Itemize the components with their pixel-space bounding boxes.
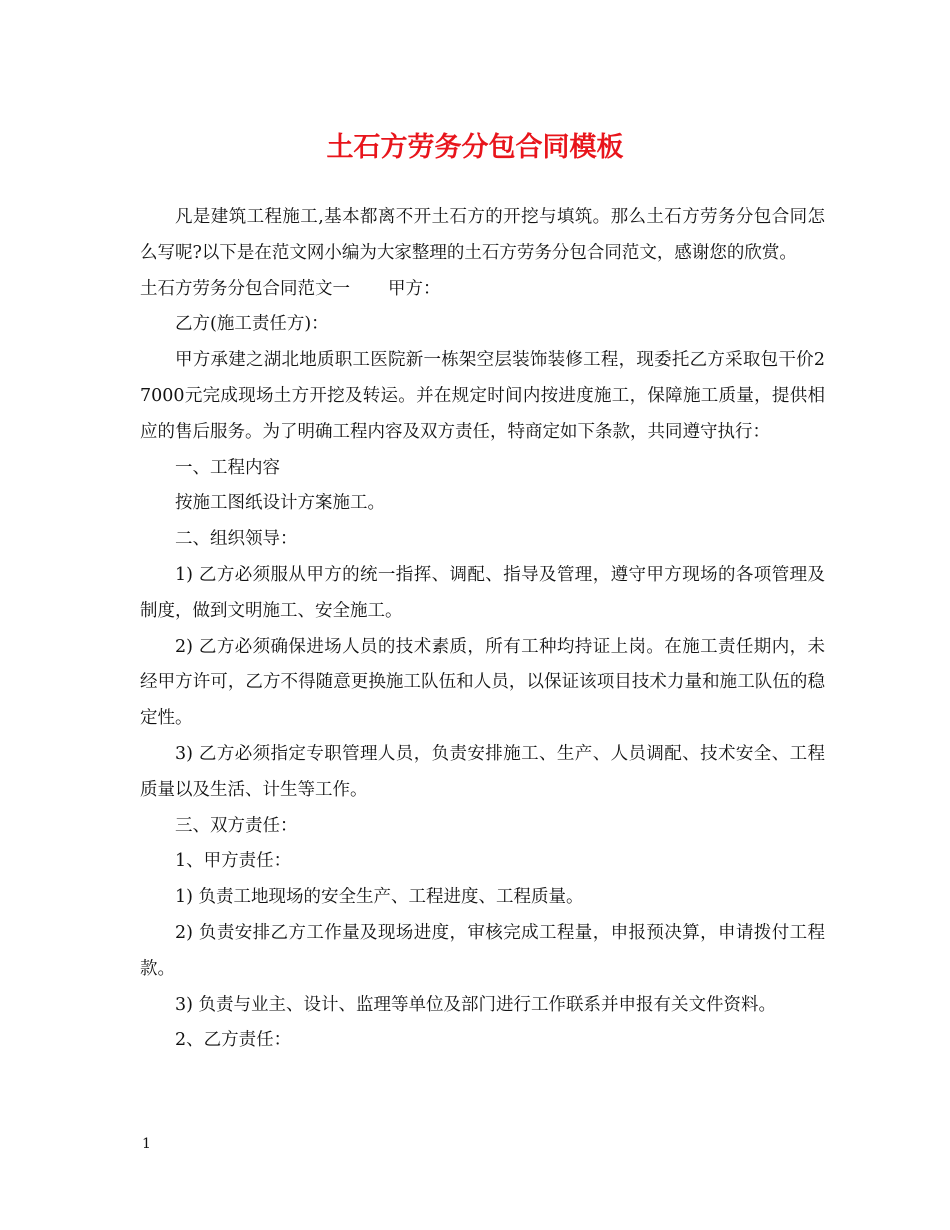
party-b-responsibility-heading: 2、乙方责任： xyxy=(175,1030,292,1051)
work-content-text: 按施工图纸设计方案施工。 xyxy=(175,493,385,514)
page-number: 1 xyxy=(142,1136,151,1152)
section-heading-organization: 二、组织领导： xyxy=(175,529,298,550)
sample-line xyxy=(140,272,825,308)
preamble-paragraph: 甲方承建之湖北地质职工医院新一栋架空层装饰装修工程，现委托乙方采取包干价27000元完成现场土方开挖及转运。并在规定时间内按进度施工，保障施工质量，提供相应的售后服务。为了明确工程内容及双方责任，特商定如下条款，共同遵守执行： xyxy=(140,350,825,442)
section-heading-work-content: 一、工程内容 xyxy=(175,457,280,478)
party-a-responsibility-item-1: 1) 负责工地现场的安全生产、工程进度、工程质量。 xyxy=(175,887,584,908)
party-b-label: 乙方(施工责任方)： xyxy=(175,314,329,335)
document-title: 土石方劳务分包合同模板 xyxy=(326,132,624,163)
document-body xyxy=(140,200,825,1059)
party-a-responsibility-heading: 1、甲方责任： xyxy=(175,851,292,872)
party-a-label: 甲方： xyxy=(388,278,441,299)
organization-item-1: 1) 乙方必须服从甲方的统一指挥、调配、指导及管理，遵守甲方现场的各项管理及制度，做到文明施工、安全施工。 xyxy=(140,564,825,621)
organization-item-3: 3) 乙方必须指定专职管理人员，负责安排施工、生产、人员调配、技术安全、工程质量以及生活、计生等工作。 xyxy=(140,743,825,800)
organization-item-2: 2) 乙方必须确保进场人员的技术素质，所有工种均持证上岗。在施工责任期内，未经甲方许可，乙方不得随意更换施工队伍和人员，以保证该项目技术力量和施工队伍的稳定性。 xyxy=(140,636,825,729)
intro-paragraph: 凡是建筑工程施工,基本都离不开土石方的开挖与填筑。那么土石方劳务分包合同怎么写呢?以下是在范文网小编为大家整理的土石方劳务分包合同范文，感谢您的欣赏。 xyxy=(140,207,825,263)
party-a-responsibility-item-3: 3) 负责与业主、设计、监理等单位及部门进行工作联系并申报有关文件资料。 xyxy=(175,994,777,1015)
party-a-responsibility-item-2: 2) 负责安排乙方工作量及现场进度，审核完成工程量，申报预决算，申请拨付工程款。 xyxy=(140,922,825,979)
section-heading-responsibilities: 三、双方责任： xyxy=(175,815,298,836)
sample-label: 土石方劳务分包合同范文一 xyxy=(140,278,350,299)
